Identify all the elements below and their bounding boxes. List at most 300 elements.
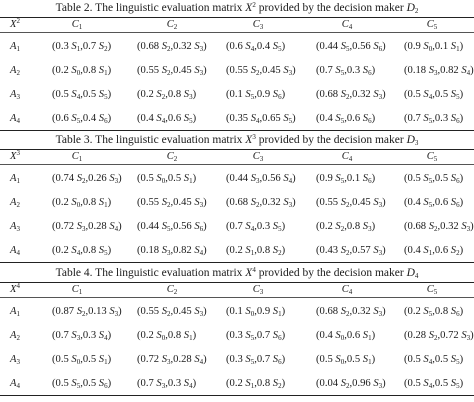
cell-term-index-2: 5 xyxy=(456,382,460,390)
cell-term-symbol: S xyxy=(109,173,115,184)
column-header-letter: C xyxy=(341,19,349,30)
cell-degree-2: ,0.8 xyxy=(80,197,99,208)
cell-term-symbol: S xyxy=(272,306,279,317)
cell-term-index-1: 4 xyxy=(76,93,81,101)
cell-term-symbol: S xyxy=(423,245,429,256)
column-header-index: 4 xyxy=(348,288,353,296)
matrix-cell xyxy=(52,172,122,185)
cell-term-symbol: S xyxy=(373,41,379,52)
cell-term-symbol: S xyxy=(71,41,77,52)
cell-term-symbol: S xyxy=(335,330,341,341)
cell-term-symbol: S xyxy=(161,306,168,317)
row-label-index: 3 xyxy=(16,225,20,233)
cell-degree-1: (0.7 xyxy=(226,221,246,232)
column-header-index: 1 xyxy=(78,23,83,31)
caption-decision-maker-subscript: 4 xyxy=(414,272,419,280)
cell-term-symbol: S xyxy=(461,65,467,76)
cell-term-index-2: 4 xyxy=(466,69,471,77)
cell-close-paren: ) xyxy=(371,65,376,76)
cell-degree-2: ,0.8 xyxy=(344,221,363,232)
cell-term-index-2: 4 xyxy=(114,225,119,233)
cell-term-symbol: S xyxy=(362,173,369,184)
cell-term-index-1: 5 xyxy=(250,334,255,342)
cell-term-index-1: 5 xyxy=(428,310,433,318)
cell-term-index-2: 3 xyxy=(378,93,383,101)
cell-term-symbol: S xyxy=(71,197,77,208)
cell-term-symbol: S xyxy=(272,41,279,52)
cell-term-symbol: S xyxy=(362,65,369,76)
cell-degree-1: (0.7 xyxy=(137,378,157,389)
cell-degree-1: (0.3 xyxy=(52,41,72,52)
column-header-c xyxy=(427,150,438,163)
cell-close-paren: ) xyxy=(107,65,112,76)
cell-term-index-2: 6 xyxy=(456,177,460,185)
cell-term-index-1: 0 xyxy=(340,334,345,342)
cell-degree-1: (0.68 xyxy=(316,306,341,317)
cell-term-index-1: 2 xyxy=(82,177,86,185)
cell-term-symbol: S xyxy=(362,354,369,365)
cell-term-symbol: S xyxy=(362,113,369,124)
cell-close-paren: ) xyxy=(292,173,296,184)
cell-degree-1: (0.5 xyxy=(404,89,424,100)
cell-degree-1: (0.2 xyxy=(52,65,72,76)
cell-degree-1: (0.18 xyxy=(137,245,162,256)
cell-term-symbol: S xyxy=(335,221,341,232)
column-header-c xyxy=(167,18,178,31)
caption-matrix-symbol: X xyxy=(245,2,253,14)
cell-term-symbol: S xyxy=(245,89,251,100)
row-label-a xyxy=(10,329,20,342)
column-header-letter: C xyxy=(426,151,434,162)
cell-degree-1: (0.2 xyxy=(404,306,424,317)
cell-term-symbol: S xyxy=(194,197,200,208)
caption-text: provided by the decision maker xyxy=(255,267,407,279)
cell-close-paren: ) xyxy=(470,330,474,341)
cell-term-index-1: 0 xyxy=(340,358,345,366)
column-header-c xyxy=(427,283,438,296)
cell-degree-2: ,0.7 xyxy=(254,330,273,341)
cell-term-index-2: 2 xyxy=(278,382,282,390)
cell-term-index-2: 1 xyxy=(104,358,108,366)
header-matrix-label xyxy=(10,18,20,31)
cell-term-index-2: 5 xyxy=(104,249,108,257)
cell-close-paren: ) xyxy=(382,245,386,256)
caption-decision-maker-symbol: D xyxy=(406,2,415,14)
cell-term-index-2: 6 xyxy=(368,69,372,77)
matrix-cell xyxy=(316,64,375,77)
column-header-c xyxy=(72,283,83,296)
cell-term-index-2: 6 xyxy=(456,117,460,125)
cell-degree-1: (0.7 xyxy=(404,113,424,124)
cell-term-index-1: 0 xyxy=(250,310,255,318)
cell-degree-2: ,0.5 xyxy=(432,89,451,100)
cell-term-index-2: 3 xyxy=(368,225,372,233)
matrix-cell xyxy=(226,64,296,77)
cell-close-paren: ) xyxy=(459,354,464,365)
cell-close-paren: ) xyxy=(281,330,286,341)
cell-term-index-2: 3 xyxy=(378,310,383,318)
matrix-cell xyxy=(52,196,111,209)
cell-degree-2: ,0.32 xyxy=(259,197,284,208)
cell-degree-1: (0.35 xyxy=(226,113,251,124)
cell-close-paren: ) xyxy=(107,378,112,389)
cell-close-paren: ) xyxy=(118,306,122,317)
matrix-cell xyxy=(52,244,111,257)
column-header-c xyxy=(342,18,353,31)
cell-degree-1: (0.72 xyxy=(52,221,77,232)
cell-degree-1: (0.7 xyxy=(316,65,336,76)
cell-close-paren: ) xyxy=(292,197,296,208)
cell-close-paren: ) xyxy=(203,245,207,256)
cell-close-paren: ) xyxy=(292,65,296,76)
cell-close-paren: ) xyxy=(281,245,286,256)
cell-degree-1: (0.2 xyxy=(137,89,157,100)
cell-term-symbol: S xyxy=(76,306,83,317)
cell-degree-2: ,0.1 xyxy=(432,41,451,52)
matrix-cell xyxy=(137,112,196,125)
cell-degree-2: ,0.56 xyxy=(259,173,284,184)
cell-close-paren: ) xyxy=(459,197,464,208)
cell-degree-2: ,0.13 xyxy=(85,306,110,317)
cell-term-index-1: 5 xyxy=(250,93,255,101)
cell-degree-2: ,0.56 xyxy=(170,221,195,232)
row-label-index: 3 xyxy=(16,93,20,101)
cell-close-paren: ) xyxy=(203,354,207,365)
cell-term-index-1: 2 xyxy=(434,225,438,233)
cell-term-symbol: S xyxy=(71,378,77,389)
cell-degree-2: ,0.82 xyxy=(170,245,195,256)
row-label-letter: A xyxy=(10,41,17,52)
cell-term-symbol: S xyxy=(428,330,435,341)
row-label-index: 3 xyxy=(16,358,20,366)
cell-term-symbol: S xyxy=(461,221,467,232)
cell-degree-2: ,0.6 xyxy=(344,113,363,124)
cell-close-paren: ) xyxy=(382,378,386,389)
row-label-letter: A xyxy=(10,221,17,232)
cell-term-symbol: S xyxy=(183,113,190,124)
cell-degree-1: (0.2 xyxy=(226,378,246,389)
cell-term-index-2: 3 xyxy=(466,334,471,342)
cell-term-index-1: 0 xyxy=(76,358,81,366)
row-label-a xyxy=(10,88,20,101)
cell-term-index-1: 2 xyxy=(434,334,438,342)
cell-close-paren: ) xyxy=(459,378,464,389)
column-header-c xyxy=(253,150,264,163)
cell-term-index-2: 4 xyxy=(199,358,204,366)
cell-degree-1: (0.9 xyxy=(316,173,336,184)
cell-term-symbol: S xyxy=(98,245,105,256)
matrix-cell xyxy=(226,196,296,209)
cell-degree-2: ,0.3 xyxy=(254,221,273,232)
column-header-letter: C xyxy=(71,19,79,30)
cell-term-index-1: 3 xyxy=(161,382,166,390)
cell-term-index-2: 3 xyxy=(288,69,293,77)
cell-term-symbol: S xyxy=(76,173,83,184)
cell-term-index-1: 4 xyxy=(250,45,255,53)
cell-close-paren: ) xyxy=(192,378,197,389)
cell-term-symbol: S xyxy=(450,354,457,365)
header-matrix-symbol: X xyxy=(10,284,17,295)
cell-term-index-2: 5 xyxy=(456,93,460,101)
cell-term-symbol: S xyxy=(245,354,251,365)
caption-matrix-symbol: X xyxy=(245,134,253,146)
matrix-cell xyxy=(137,40,207,53)
cell-degree-1: (0.2 xyxy=(52,197,72,208)
cell-term-symbol: S xyxy=(161,65,168,76)
cell-term-index-1: 1 xyxy=(250,382,255,390)
cell-degree-2: ,0.28 xyxy=(85,221,110,232)
column-header-index: 4 xyxy=(348,155,353,163)
cell-degree-2: ,0.28 xyxy=(170,354,195,365)
cell-degree-2: ,0.32 xyxy=(349,306,374,317)
row-label-letter: A xyxy=(10,245,17,256)
row-label-letter: A xyxy=(10,354,17,365)
column-header-index: 3 xyxy=(259,23,264,31)
cell-degree-2: ,0.5 xyxy=(165,173,184,184)
cell-term-symbol: S xyxy=(283,197,289,208)
cell-term-symbol: S xyxy=(71,245,77,256)
column-header-index: 5 xyxy=(433,23,438,31)
cell-term-symbol: S xyxy=(98,378,105,389)
column-header-letter: C xyxy=(252,284,260,295)
cell-term-index-1: 5 xyxy=(167,225,171,233)
cell-degree-1: (0.55 xyxy=(226,65,251,76)
cell-term-symbol: S xyxy=(183,330,190,341)
cell-term-symbol: S xyxy=(423,354,429,365)
column-header-c xyxy=(427,18,438,31)
column-header-c xyxy=(72,150,83,163)
cell-degree-2: ,0.9 xyxy=(254,89,273,100)
cell-degree-1: (0.7 xyxy=(52,330,72,341)
cell-term-symbol: S xyxy=(156,113,162,124)
cell-term-index-2: 5 xyxy=(288,117,293,125)
cell-term-index-1: 2 xyxy=(256,201,260,209)
column-header-letter: C xyxy=(166,19,174,30)
cell-degree-1: (0.4 xyxy=(316,330,336,341)
row-label-index: 2 xyxy=(16,201,20,209)
row-label-index: 2 xyxy=(16,334,20,342)
cell-term-symbol: S xyxy=(161,197,168,208)
cell-term-index-2: 5 xyxy=(189,117,193,125)
matrix-cell xyxy=(316,196,386,209)
cell-term-symbol: S xyxy=(183,89,190,100)
cell-term-index-1: 0 xyxy=(161,334,166,342)
matrix-cell xyxy=(226,329,285,342)
column-header-index: 5 xyxy=(433,288,438,296)
column-header-c xyxy=(342,283,353,296)
cell-close-paren: ) xyxy=(192,89,197,100)
matrix-cell xyxy=(137,244,207,257)
cell-degree-2: ,0.5 xyxy=(344,354,363,365)
header-matrix-symbol: X xyxy=(10,151,17,162)
matrix-cell xyxy=(137,353,207,366)
column-header-c xyxy=(253,18,264,31)
column-header-c xyxy=(167,150,178,163)
cell-degree-1: (0.4 xyxy=(137,113,157,124)
cell-degree-2: ,0.4 xyxy=(254,41,273,52)
column-header-letter: C xyxy=(71,151,79,162)
cell-term-index-2: 1 xyxy=(368,358,372,366)
row-label-a xyxy=(10,112,20,125)
cell-term-symbol: S xyxy=(335,65,341,76)
cell-term-index-2: 2 xyxy=(278,249,282,257)
column-header-index: 4 xyxy=(348,23,353,31)
cell-term-index-2: 5 xyxy=(278,225,282,233)
row-label-a xyxy=(10,40,20,53)
column-header-letter: C xyxy=(341,284,349,295)
cell-close-paren: ) xyxy=(107,330,112,341)
cell-degree-2: ,0.5 xyxy=(80,378,99,389)
cell-term-index-2: 3 xyxy=(114,310,119,318)
cell-degree-1: (0.68 xyxy=(404,221,429,232)
cell-term-index-2: 3 xyxy=(199,201,204,209)
cell-term-symbol: S xyxy=(272,354,279,365)
column-header-index: 1 xyxy=(78,288,83,296)
cell-close-paren: ) xyxy=(459,245,464,256)
cell-degree-2: ,0.32 xyxy=(170,41,195,52)
cell-degree-2: ,0.6 xyxy=(432,245,451,256)
cell-close-paren: ) xyxy=(281,378,286,389)
cell-term-symbol: S xyxy=(373,89,379,100)
row-label-a xyxy=(10,220,20,233)
cell-close-paren: ) xyxy=(203,65,207,76)
cell-term-symbol: S xyxy=(250,113,257,124)
cell-degree-2: ,0.56 xyxy=(349,41,374,52)
cell-degree-2: ,0.5 xyxy=(432,378,451,389)
cell-term-index-2: 6 xyxy=(199,225,204,233)
cell-term-index-2: 6 xyxy=(278,334,282,342)
cell-degree-1: (0.28 xyxy=(404,330,429,341)
cell-degree-1: (0.87 xyxy=(52,306,77,317)
cell-degree-2: ,0.57 xyxy=(349,245,374,256)
cell-term-index-1: 3 xyxy=(82,225,86,233)
cell-term-symbol: S xyxy=(423,173,429,184)
cell-term-symbol: S xyxy=(335,113,341,124)
header-matrix-superscript: 4 xyxy=(16,282,20,290)
row-label-letter: A xyxy=(10,113,17,124)
cell-close-paren: ) xyxy=(281,221,286,232)
cell-close-paren: ) xyxy=(107,89,112,100)
cell-term-symbol: S xyxy=(335,354,341,365)
cell-close-paren: ) xyxy=(382,89,386,100)
column-header-letter: C xyxy=(341,151,349,162)
matrix-cell xyxy=(226,305,285,318)
column-header-index: 2 xyxy=(173,288,178,296)
column-header-index: 2 xyxy=(173,23,178,31)
cell-term-index-2: 5 xyxy=(278,45,282,53)
cell-degree-1: (0.6 xyxy=(52,113,72,124)
cell-term-index-2: 6 xyxy=(278,358,282,366)
cell-term-index-1: 2 xyxy=(161,93,166,101)
cell-degree-1: (0.2 xyxy=(226,245,246,256)
cell-term-index-2: 2 xyxy=(456,249,460,257)
cell-close-paren: ) xyxy=(192,173,197,184)
cell-degree-2: ,0.45 xyxy=(259,65,284,76)
cell-term-symbol: S xyxy=(272,378,279,389)
row-label-index: 4 xyxy=(16,382,20,390)
cell-term-index-2: 3 xyxy=(378,201,383,209)
cell-term-index-1: 4 xyxy=(256,117,260,125)
column-header-letter: C xyxy=(166,151,174,162)
cell-degree-2: ,0.5 xyxy=(80,89,99,100)
cell-term-symbol: S xyxy=(98,330,105,341)
cell-term-symbol: S xyxy=(194,306,200,317)
cell-term-symbol: S xyxy=(109,221,115,232)
cell-degree-2: ,0.45 xyxy=(170,197,195,208)
row-label-a xyxy=(10,305,20,318)
cell-degree-2: ,0.8 xyxy=(165,330,184,341)
cell-term-symbol: S xyxy=(98,89,105,100)
caption-decision-maker-symbol: D xyxy=(406,134,415,146)
cell-close-paren: ) xyxy=(107,113,112,124)
cell-term-symbol: S xyxy=(194,354,200,365)
cell-degree-1: (0.44 xyxy=(316,41,341,52)
matrix-cell xyxy=(404,244,463,257)
caption-decision-maker-subscript: 2 xyxy=(414,7,419,15)
row-label-letter: A xyxy=(10,173,17,184)
matrix-cell xyxy=(316,220,375,233)
matrix-cell xyxy=(137,377,196,390)
cell-term-index-1: 4 xyxy=(428,93,433,101)
cell-close-paren: ) xyxy=(371,354,376,365)
bottom-rule xyxy=(0,395,474,396)
cell-term-index-1: 2 xyxy=(340,225,345,233)
column-header-c xyxy=(72,18,83,31)
matrix-cell xyxy=(226,244,285,257)
cell-degree-2: ,0.7 xyxy=(254,354,273,365)
cell-term-index-1: 5 xyxy=(76,117,81,125)
cell-close-paren: ) xyxy=(292,113,296,124)
cell-degree-1: (0.3 xyxy=(226,354,246,365)
cell-degree-2: ,0.32 xyxy=(437,221,462,232)
cell-degree-1: (0.5 xyxy=(137,173,157,184)
cell-degree-2: ,0.6 xyxy=(344,330,363,341)
matrix-cell xyxy=(404,40,463,53)
cell-term-symbol: S xyxy=(428,65,435,76)
row-label-letter: A xyxy=(10,65,17,76)
cell-term-index-2: 3 xyxy=(378,382,383,390)
cell-close-paren: ) xyxy=(107,245,112,256)
cell-term-symbol: S xyxy=(245,41,251,52)
cell-degree-1: (0.4 xyxy=(404,197,424,208)
cell-degree-1: (0.5 xyxy=(316,354,336,365)
cell-term-symbol: S xyxy=(161,221,168,232)
cell-term-symbol: S xyxy=(373,306,379,317)
cell-degree-1: (0.1 xyxy=(226,89,246,100)
cell-term-symbol: S xyxy=(340,197,347,208)
row-label-letter: A xyxy=(10,330,17,341)
cell-term-symbol: S xyxy=(272,245,279,256)
row-label-a xyxy=(10,244,20,257)
cell-degree-1: (0.9 xyxy=(404,41,424,52)
cell-degree-2: ,0.8 xyxy=(432,306,451,317)
cell-degree-2: ,0.96 xyxy=(349,378,374,389)
matrix-cell xyxy=(316,305,386,318)
cell-term-index-1: 2 xyxy=(256,69,260,77)
cell-degree-1: (0.2 xyxy=(137,330,157,341)
cell-term-symbol: S xyxy=(362,221,369,232)
cell-term-index-1: 3 xyxy=(167,249,171,257)
cell-degree-2: ,0.1 xyxy=(344,173,363,184)
column-header-letter: C xyxy=(252,151,260,162)
cell-term-symbol: S xyxy=(245,378,251,389)
cell-term-symbol: S xyxy=(450,378,457,389)
cell-close-paren: ) xyxy=(371,173,376,184)
cell-term-index-1: 4 xyxy=(250,225,255,233)
cell-term-symbol: S xyxy=(183,378,190,389)
column-header-c xyxy=(342,150,353,163)
row-label-a xyxy=(10,64,20,77)
